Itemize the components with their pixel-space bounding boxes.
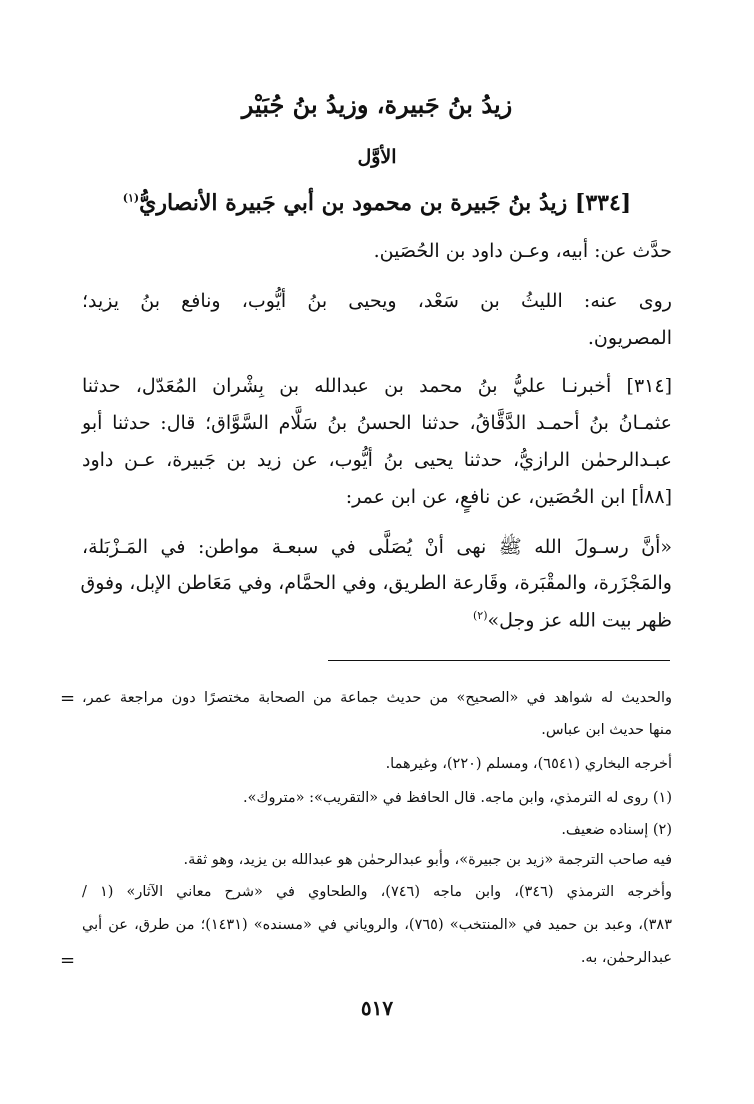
footnote-separator (328, 660, 670, 661)
hadith-matn-text: ظهر بيت الله عز وجل» (487, 609, 672, 632)
footnote-2: (٢) إسناده ضعيف. (561, 822, 672, 838)
section-subtitle: الأوَّل (357, 146, 397, 168)
footnote-1: (١) روى له الترمذي، وابن ماجه. قال الحافظ في «التقريب»: «متروك». (243, 790, 672, 806)
footnote-ref-2: (٢) (472, 609, 488, 622)
hadith-isnad-line-3: عبـدالرحمٰن الرازيُّ، حدثنا يحيى بنُ أيُّوب، عن زيد بن جَبيرة، عـن داود (82, 449, 672, 471)
narrated-by-line-1: روى عنه: الليثُ بن سَعْد، ويحيى بنُ أيُّوب، ونافع بنُ يزيد؛ (82, 290, 672, 312)
footnote-line: فيه صاحب الترجمة «زيد بن جبيرة»، وأبو عبدالرحمٰن هو عبدالله بن يزيد، وهو ثقة. (183, 852, 672, 868)
hadith-isnad-line-4: [٨٨أ] ابن الحُصَين، عن نافعٍ، عن ابن عمر: (345, 486, 672, 508)
footnote-line: عبدالرحمٰن، به. (580, 950, 672, 966)
footnote-line: وأخرجه الترمذي (٣٤٦)، وابن ماجه (٧٤٦)، والطحاوي في «شرح معاني الآثار» (١ / (82, 884, 672, 900)
narrated-by-line-2: المصريون. (587, 327, 672, 349)
footnote-line: والحديث له شواهد في «الصحيح» من حديث جماعة من الصحابة مختصرًا دون مراجعة عمر، (82, 690, 672, 706)
continuation-mark-end: = (60, 950, 76, 971)
hadith-matn-line-2: والمَجْزَرة، والمقْبَرة، وقَارعة الطريق، وفي الحمَّام، وفي مَعَاطن الإبل، وفوق (80, 572, 672, 594)
continuation-mark: = (60, 688, 76, 709)
entry-heading (0, 190, 754, 216)
page-title: زيدُ بنُ جَبيرة، وزيدُ بنُ جُبَيْر (241, 90, 513, 119)
footnote-line: أخرجه البخاري (٦٥٤١)، ومسلم (٢٢٠)، وغيرهما. (385, 756, 672, 772)
hadith-matn-line-1: «أنَّ رسـولَ الله ﷺ نهى أنْ يُصَلَّى في سبعـة مواطن: في المَـزْبَلة، (82, 536, 672, 558)
entry-heading-text: [٣٣٤] زيدُ بنُ جَبيرة بن محمود بن أبي جَبيرة الأنصاريُّ (139, 190, 632, 216)
hadith-isnad-line-2: عثمـانُ بنُ أحمـد الدَّقَّاقُ، حدثنا الحسنُ بنُ سَلَّام السَّوَّاق؛ قال: حدثنا أبو (82, 412, 672, 434)
footnote-line: منها حديث ابن عباس. (541, 722, 672, 738)
footnote-line: ٣٨٣)، وعبد بن حميد في «المنتخب» (٧٦٥)، والروياني في «مسنده» (١٤٣١)؛ من طرق، عن أبي (82, 917, 672, 933)
narrated-from-line: حدَّث عن: أبيه، وعـن داود بن الحُصَين. (373, 240, 672, 262)
footnote-ref-1: (١) (122, 191, 140, 205)
hadith-isnad-line-1: [٣١٤] أخبرنـا عليُّ بنُ محمد بن عبدالله بن بِشْران المُعَدّل، حدثنا (82, 375, 672, 397)
hadith-matn-line-3 (473, 609, 672, 631)
page-number: ٥١٧ (360, 996, 394, 1020)
